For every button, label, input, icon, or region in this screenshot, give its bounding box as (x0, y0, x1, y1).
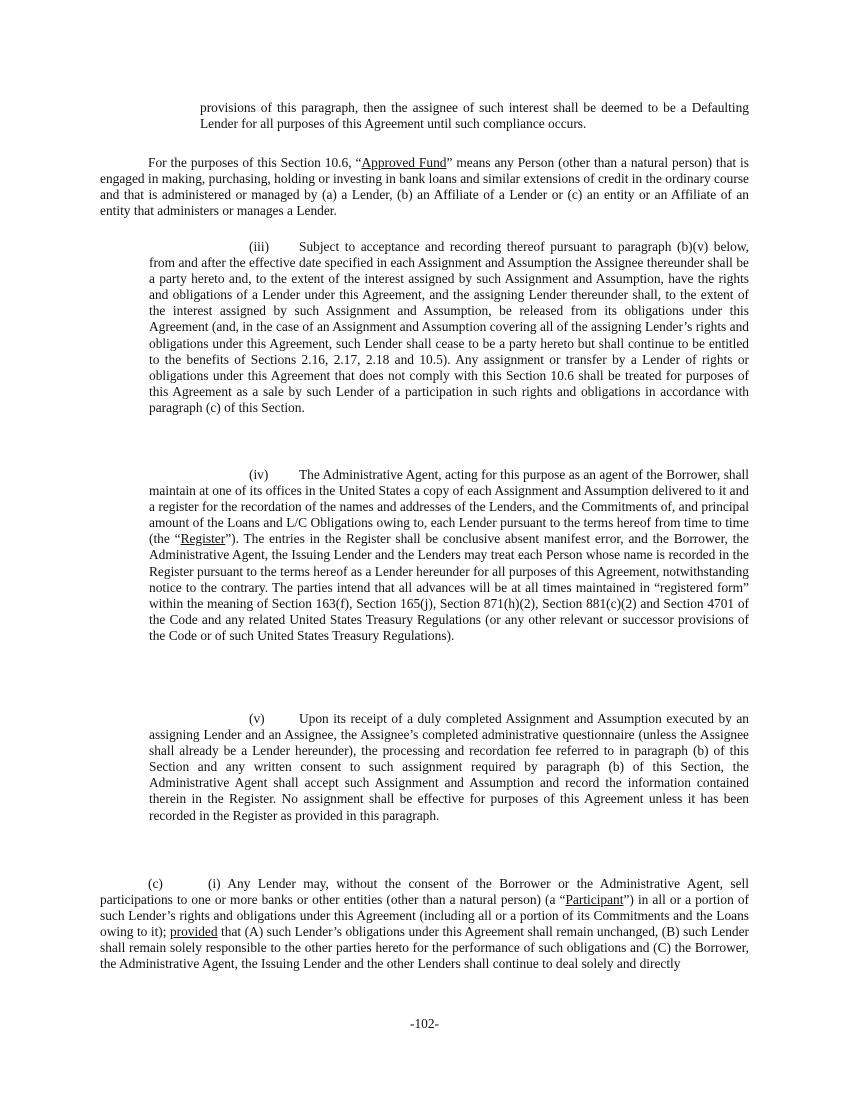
clause-c-lead: (i) Any Lender may, without the consent of the Borrower or the Administrative Agent, sell participations to one or more banks or other entities (other than a natural person) (a “ (100, 876, 749, 908)
participant-term: Participant (565, 892, 624, 908)
clause-iv-rest: ”). The entries in the Register shall be conclusive absent manifest error, and the Borrower, the Administrative Agent, the Issuing Lender and the Lenders may treat each Person whose name is recorded in the Register pursuant to the terms hereof as a Lender hereunder for all purposes of this Agreement, notwithstanding notice to the contrary. The parties intend that all advances will be at all times maintained in “registered form” within the meaning of Section 163(f), Section 165(j), Section 871(h)(2), Section 881(c)(2) and Section 4701 of the Code and any related United States Treasury Regulations (or any other relevant or successor provisions of the Code or of such United States Treasury Regulations). (149, 531, 750, 643)
clause-v (149, 711, 749, 824)
clause-c-middle: ”) in all or a portion of such Lender’s rights and obligations under this Agreement (including all or a portion of its Commitments and the Loans owing to it); (100, 892, 749, 940)
clause-iv-lead: The Administrative Agent, acting for this purpose as an agent of the Borrower, shall maintain at one of its offices in the United States a copy of each Assignment and Assumption delivered to it and a register for the recordation of the names and addresses of the Lenders, and the Commitments of, and principal amount of the Loans and L/C Obligations owing to, each Lender pursuant to the terms hereof from time to time (the “ (149, 467, 749, 547)
clause-c-number: (c) (148, 876, 163, 891)
approved-fund-rest: ” means any Person (other than a natural person) that is engaged in making, purchasing, holding or investing in bank loans and similar extensions of credit in the ordinary course and that is administered or managed by (a) a Lender, (b) an Affiliate of a Lender or (c) an entity or an Affiliate of an entity that administers or manages a Lender. (100, 155, 749, 219)
clause-iv-number: (iv) (249, 467, 269, 482)
approved-fund-term: Approved Fund (361, 155, 447, 170)
clause-v-number: (v) (249, 711, 265, 726)
clause-iii-number: (iii) (249, 239, 270, 254)
clause-iii (149, 239, 749, 416)
approved-fund-lead: For the purposes of this Section 10.6, “ (148, 155, 362, 170)
clause-v-text: Upon its receipt of a duly completed Assignment and Assumption executed by an assigning Lender and an Assignee, the Assignee’s completed administrative questionnaire (unless the Assignee shall already be a Lender hereunder), the processing and recordation fee referred to in paragraph (b) of this Section and any written consent to such assignment required by paragraph (b) of this Section, the Administrative Agent shall accept such Assignment and Assumption and record the information contained therein in the Register. No assignment shall be effective for purposes of this Agreement unless it has been recorded in the Register as provided in this paragraph. (149, 711, 749, 823)
clause-iii-text: Subject to acceptance and recording thereof pursuant to paragraph (b)(v) below, from and after the effective date specified in each Assignment and Assumption the Assignee thereunder shall be a party hereto and, to the extent of the interest assigned by such Assignment and Assumption, have the rights and obligations of a Lender under this Agreement, and the assigning Lender thereunder shall, to the extent of the interest assigned by such Assignment and Assumption, be released from its obligations under this Agreement (and, in the case of an Assignment and Assumption covering all of the assigning Lender’s rights and obligations under this Agreement, such Lender shall cease to be a party hereto but shall continue to be entitled to the benefits of Sections 2.16, 2.17, 2.18 and 10.5). Any assignment or transfer by a Lender of rights or obligations under this Agreement that does not comply with this Section 10.6 shall be treated for purposes of this Agreement as a sale by such Lender of a participation in such rights and obligations in accordance with paragraph (c) of this Section. (149, 239, 749, 415)
clause-iv (149, 467, 749, 644)
clause-c-rest: that (A) such Lender’s obligations under this Agreement shall remain unchanged, (B) such Lender shall remain solely responsible to the other parties hereto for the performance of such obligations and (C) the Borrower, the Administrative Agent, the Issuing Lender and the other Lenders shall continue to deal solely and directly (100, 924, 749, 972)
provided-term: provided (169, 924, 218, 940)
register-term: Register (180, 531, 226, 547)
carryover-paragraph: provisions of this paragraph, then the assignee of such interest shall be deemed to be a Defaulting Lender for all purposes of this Agreement until such compliance occurs. (200, 100, 749, 132)
page-number: -102- (409, 1016, 439, 1031)
approved-fund-paragraph (100, 155, 749, 219)
clause-c (100, 876, 749, 973)
